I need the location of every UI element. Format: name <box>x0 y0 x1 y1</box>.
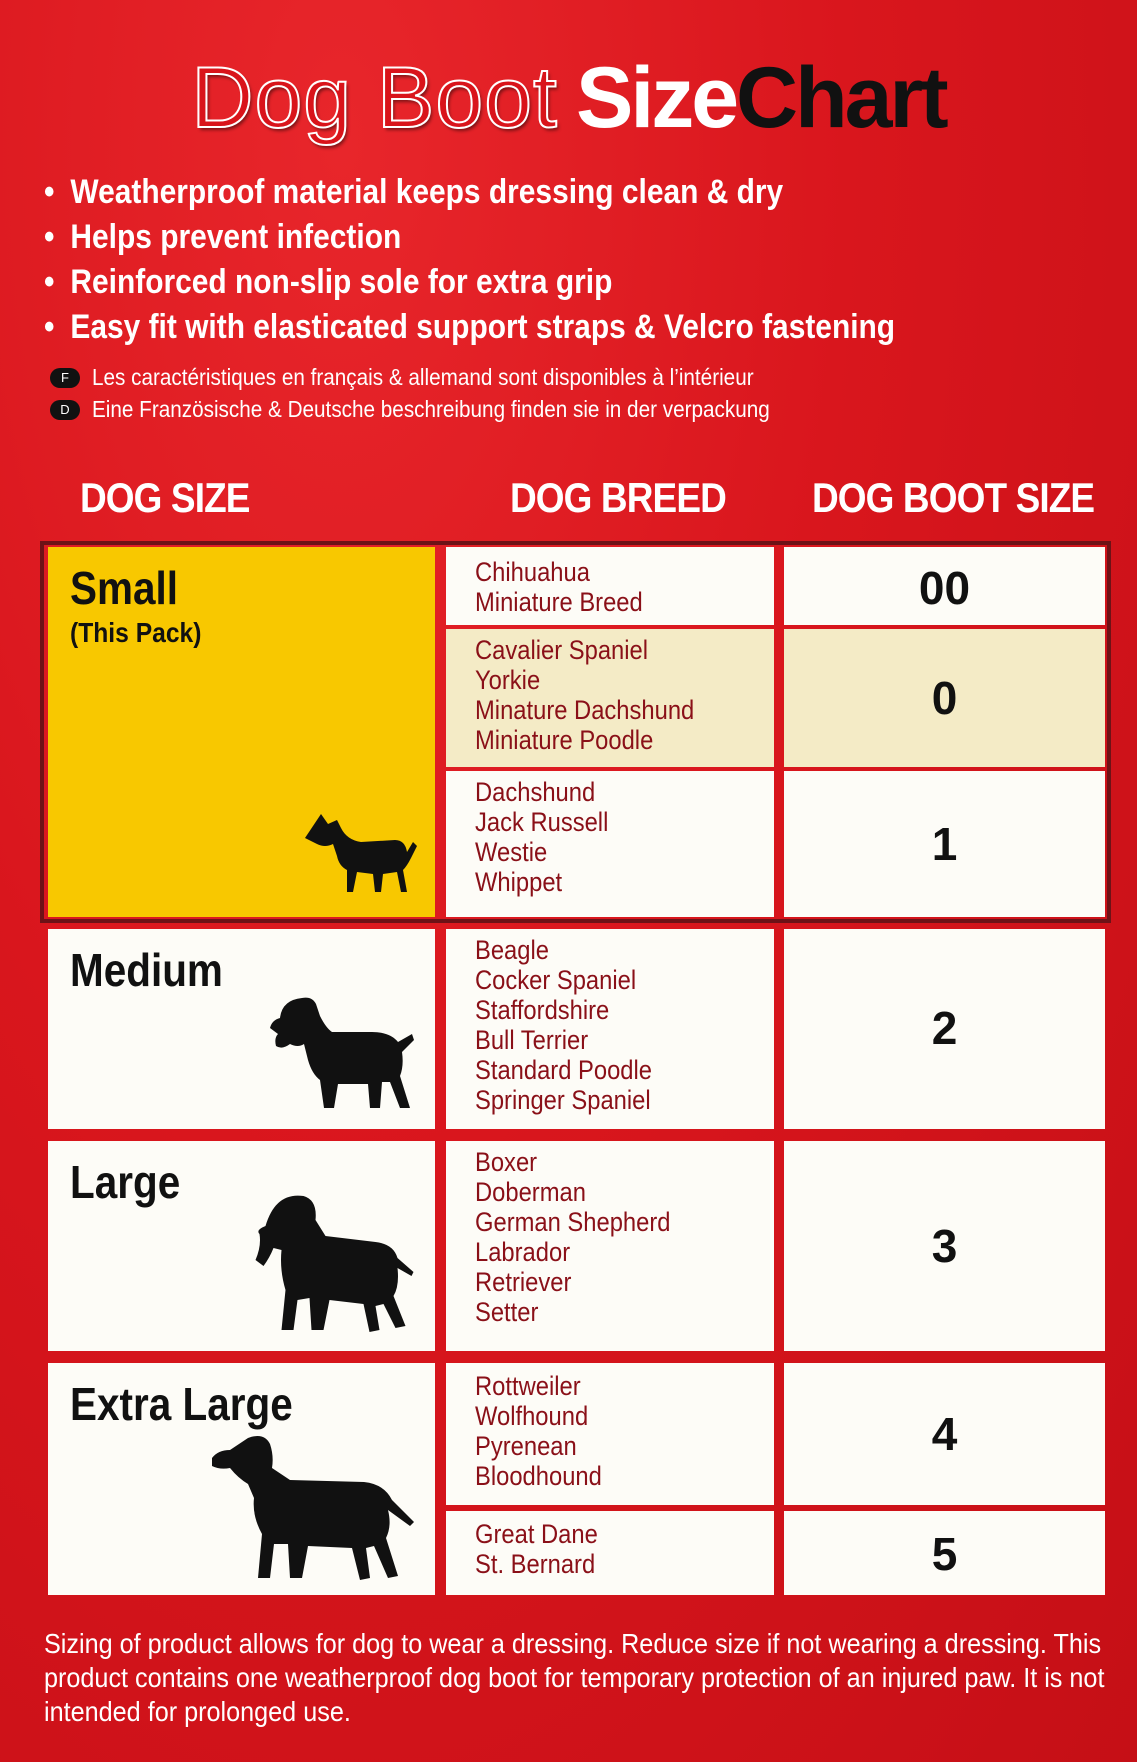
breed-list <box>475 1371 619 1491</box>
breed-item: Setter <box>475 1297 539 1327</box>
breed-item: Miniature Breed <box>475 587 643 617</box>
boot-size-cell <box>784 771 1105 917</box>
breed-item: Standard Poodle <box>475 1055 653 1085</box>
feature-item: • Reinforced non-slip sole for extra grip <box>44 260 895 305</box>
boot-size-cell <box>784 1511 1105 1595</box>
title-size: Size <box>575 50 737 146</box>
breed-item: Retriever <box>475 1267 572 1297</box>
size-cell-small <box>48 547 435 917</box>
language-text: Eine Französische & Deutsche beschreibung finden sie in der verpackung <box>92 396 770 422</box>
boot-size-value: 0 <box>931 672 958 724</box>
footer-line: product contains one weatherproof dog boot for temporary protection of an injured paw. It is not <box>44 1662 1105 1693</box>
size-cell-medium <box>48 929 435 1129</box>
language-note-german <box>50 396 845 423</box>
breed-item: Springer Spaniel <box>475 1085 651 1115</box>
footer-disclaimer <box>44 1627 1104 1729</box>
size-label: Medium <box>70 944 223 996</box>
breed-item: Staffordshire <box>475 995 610 1025</box>
feature-list <box>44 170 1011 350</box>
breed-item: Yorkie <box>475 665 541 695</box>
boot-size-cell <box>784 1363 1105 1505</box>
breed-item: Cavalier Spaniel <box>475 635 649 665</box>
breed-cell <box>446 771 774 917</box>
breed-item: Westie <box>475 837 548 867</box>
feature-item: • Easy fit with elasticated support straps & Velcro fastening <box>44 305 895 350</box>
breed-cell <box>446 1363 774 1505</box>
page-title <box>0 48 1137 148</box>
breed-item: Great Dane <box>475 1519 598 1549</box>
boot-size-cell <box>784 1141 1105 1351</box>
breed-item: Doberman <box>475 1177 586 1207</box>
breed-item: Boxer <box>475 1147 538 1177</box>
breed-cell <box>446 629 774 767</box>
breed-cell <box>446 547 774 625</box>
boot-size-value: 1 <box>931 818 958 870</box>
size-label: Extra Large <box>70 1378 293 1430</box>
breed-list <box>475 935 676 1115</box>
breed-list <box>475 777 627 897</box>
footer-line: intended for prolonged use. <box>44 1696 351 1727</box>
breed-list <box>475 1519 615 1579</box>
size-sublabel: (This Pack) <box>70 617 202 648</box>
breed-cell <box>446 1511 774 1595</box>
language-badge: F <box>50 368 80 388</box>
boot-size-cell <box>784 929 1105 1129</box>
size-label: Small <box>70 562 179 614</box>
size-cell-extra-large <box>48 1363 435 1595</box>
boot-size-cell <box>784 547 1105 625</box>
breed-item: Cocker Spaniel <box>475 965 637 995</box>
breed-item: Whippet <box>475 867 563 897</box>
small-dog-icon <box>303 809 423 901</box>
breed-item: Labrador <box>475 1237 571 1267</box>
breed-item: Bloodhound <box>475 1461 602 1491</box>
breed-item: Wolfhound <box>475 1401 589 1431</box>
title-dog-boot: Dog Boot <box>191 50 558 146</box>
breed-item: St. Bernard <box>475 1549 596 1579</box>
extra-large-dog-icon <box>208 1428 418 1588</box>
large-dog-icon <box>243 1186 418 1336</box>
breed-item: Minature Dachshund <box>475 695 695 725</box>
feature-item: • Weatherproof material keeps dressing clean & dry <box>44 170 895 215</box>
language-badge: D <box>50 400 80 420</box>
boot-size-value: 4 <box>931 1408 958 1460</box>
breed-item: Bull Terrier <box>475 1025 589 1055</box>
title-chart: Chart <box>736 50 946 146</box>
breed-item: German Shepherd <box>475 1207 671 1237</box>
header-dog-breed: DOG BREED <box>510 474 726 521</box>
header-dog-boot-size: DOG BOOT SIZE <box>812 474 1095 521</box>
boot-size-cell <box>784 629 1105 767</box>
boot-size-value: 3 <box>931 1220 958 1272</box>
boot-size-value: 5 <box>931 1528 958 1580</box>
header-dog-size: DOG SIZE <box>80 474 250 521</box>
breed-list <box>475 1147 697 1327</box>
breed-item: Beagle <box>475 935 549 965</box>
breed-list <box>475 557 666 617</box>
breed-item: Rottweiler <box>475 1371 581 1401</box>
size-label: Large <box>70 1156 181 1208</box>
feature-item: • Helps prevent infection <box>44 215 895 260</box>
boot-size-value: 00 <box>918 562 971 614</box>
breed-item: Miniature Poodle <box>475 725 654 755</box>
language-text: Les caractéristiques en français & allemand sont disponibles à l’intérieur <box>92 364 754 390</box>
breed-item: Chihuahua <box>475 557 590 587</box>
breed-item: Pyrenean <box>475 1431 577 1461</box>
breed-cell <box>446 929 774 1129</box>
medium-dog-icon <box>268 994 418 1114</box>
breed-item: Jack Russell <box>475 807 609 837</box>
size-cell-large <box>48 1141 435 1351</box>
breed-item: Dachshund <box>475 777 596 807</box>
breed-list <box>475 635 724 755</box>
language-note-french <box>50 364 827 391</box>
breed-cell <box>446 1141 774 1351</box>
boot-size-value: 2 <box>931 1002 958 1054</box>
footer-line: Sizing of product allows for dog to wear a dressing. Reduce size if not wearing a dressing. This <box>44 1628 1102 1659</box>
